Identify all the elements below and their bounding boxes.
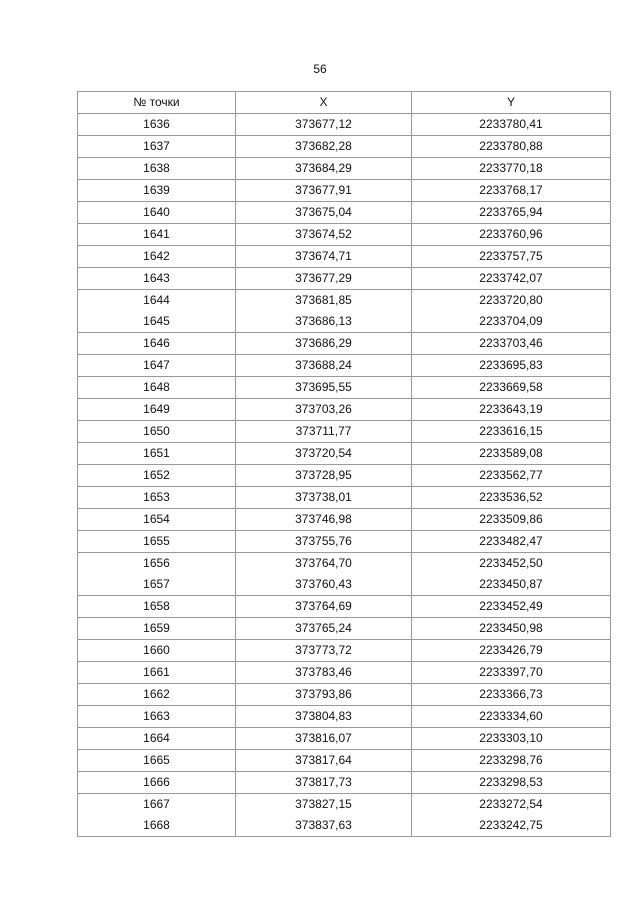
- cell-y: 2233780,88: [412, 136, 611, 158]
- cell-y: 2233482,47: [412, 531, 611, 553]
- cell-point-number: 1647: [78, 355, 236, 377]
- cell-point-number: 1662: [78, 684, 236, 706]
- table-row: [78, 421, 611, 443]
- cell-x: 373674,52: [236, 224, 412, 246]
- cell-point-number: 1667: [78, 794, 236, 816]
- table-row: [78, 399, 611, 421]
- coordinates-table: [77, 91, 611, 837]
- cell-x: 373728,95: [236, 465, 412, 487]
- cell-point-number: 1663: [78, 706, 236, 728]
- cell-x: 373674,71: [236, 246, 412, 268]
- cell-y: 2233760,96: [412, 224, 611, 246]
- cell-x: 373711,77: [236, 421, 412, 443]
- cell-point-number: 1636: [78, 114, 236, 136]
- cell-x: 373760,43: [236, 574, 412, 596]
- cell-point-number: 1654: [78, 509, 236, 531]
- cell-y: 2233450,98: [412, 618, 611, 640]
- cell-point-number: 1661: [78, 662, 236, 684]
- table-header-row: [78, 92, 611, 114]
- cell-x: 373684,29: [236, 158, 412, 180]
- cell-x: 373804,83: [236, 706, 412, 728]
- cell-x: 373677,12: [236, 114, 412, 136]
- cell-y: 2233742,07: [412, 268, 611, 290]
- cell-x: 373817,64: [236, 750, 412, 772]
- cell-y: 2233509,86: [412, 509, 611, 531]
- table-row: [78, 596, 611, 618]
- cell-x: 373827,15: [236, 794, 412, 816]
- cell-y: 2233757,75: [412, 246, 611, 268]
- table-row: [78, 553, 611, 575]
- cell-point-number: 1664: [78, 728, 236, 750]
- cell-point-number: 1659: [78, 618, 236, 640]
- cell-x: 373764,70: [236, 553, 412, 575]
- cell-y: 2233562,77: [412, 465, 611, 487]
- cell-point-number: 1642: [78, 246, 236, 268]
- table-row: [78, 180, 611, 202]
- cell-x: 373695,55: [236, 377, 412, 399]
- table-row: [78, 202, 611, 224]
- cell-point-number: 1658: [78, 596, 236, 618]
- header-x: X: [236, 92, 412, 114]
- cell-x: 373764,69: [236, 596, 412, 618]
- table-row: [78, 333, 611, 355]
- cell-y: 2233643,19: [412, 399, 611, 421]
- cell-point-number: 1652: [78, 465, 236, 487]
- cell-y: 2233695,83: [412, 355, 611, 377]
- cell-x: 373681,85: [236, 290, 412, 312]
- table-row: [78, 311, 611, 333]
- cell-point-number: 1639: [78, 180, 236, 202]
- cell-y: 2233780,41: [412, 114, 611, 136]
- cell-x: 373675,04: [236, 202, 412, 224]
- table-row: [78, 794, 611, 816]
- cell-x: 373686,13: [236, 311, 412, 333]
- cell-y: 2233452,50: [412, 553, 611, 575]
- cell-x: 373682,28: [236, 136, 412, 158]
- table-row: [78, 531, 611, 553]
- cell-point-number: 1641: [78, 224, 236, 246]
- cell-x: 373783,46: [236, 662, 412, 684]
- cell-point-number: 1644: [78, 290, 236, 312]
- cell-y: 2233770,18: [412, 158, 611, 180]
- table-row: [78, 465, 611, 487]
- cell-x: 373720,54: [236, 443, 412, 465]
- cell-point-number: 1657: [78, 574, 236, 596]
- table-row: [78, 728, 611, 750]
- cell-y: 2233616,15: [412, 421, 611, 443]
- table-row: [78, 158, 611, 180]
- cell-y: 2233452,49: [412, 596, 611, 618]
- cell-point-number: 1649: [78, 399, 236, 421]
- cell-point-number: 1656: [78, 553, 236, 575]
- cell-y: 2233272,54: [412, 794, 611, 816]
- table-row: [78, 246, 611, 268]
- table-row: [78, 443, 611, 465]
- cell-y: 2233397,70: [412, 662, 611, 684]
- header-point-number: № точки: [78, 92, 236, 114]
- cell-y: 2233536,52: [412, 487, 611, 509]
- cell-y: 2233298,76: [412, 750, 611, 772]
- page-number: 56: [313, 62, 327, 76]
- table-row: [78, 750, 611, 772]
- cell-x: 373773,72: [236, 640, 412, 662]
- cell-point-number: 1650: [78, 421, 236, 443]
- table-row: [78, 706, 611, 728]
- cell-y: 2233703,46: [412, 333, 611, 355]
- cell-point-number: 1638: [78, 158, 236, 180]
- table-row: [78, 574, 611, 596]
- cell-y: 2233450,87: [412, 574, 611, 596]
- table-row: [78, 377, 611, 399]
- cell-y: 2233768,17: [412, 180, 611, 202]
- table-row: [78, 662, 611, 684]
- cell-x: 373677,91: [236, 180, 412, 202]
- cell-point-number: 1665: [78, 750, 236, 772]
- cell-x: 373677,29: [236, 268, 412, 290]
- cell-x: 373688,24: [236, 355, 412, 377]
- cell-y: 2233704,09: [412, 311, 611, 333]
- cell-point-number: 1643: [78, 268, 236, 290]
- cell-point-number: 1645: [78, 311, 236, 333]
- cell-x: 373746,98: [236, 509, 412, 531]
- cell-point-number: 1648: [78, 377, 236, 399]
- cell-y: 2233334,60: [412, 706, 611, 728]
- table-row: [78, 815, 611, 837]
- table-row: [78, 684, 611, 706]
- table-row: [78, 509, 611, 531]
- cell-x: 373703,26: [236, 399, 412, 421]
- cell-point-number: 1651: [78, 443, 236, 465]
- cell-point-number: 1666: [78, 772, 236, 794]
- cell-x: 373837,63: [236, 815, 412, 837]
- cell-y: 2233765,94: [412, 202, 611, 224]
- cell-point-number: 1640: [78, 202, 236, 224]
- table-row: [78, 640, 611, 662]
- table-row: [78, 114, 611, 136]
- cell-x: 373816,07: [236, 728, 412, 750]
- cell-y: 2233426,79: [412, 640, 611, 662]
- cell-point-number: 1653: [78, 487, 236, 509]
- cell-x: 373686,29: [236, 333, 412, 355]
- cell-point-number: 1668: [78, 815, 236, 837]
- table-row: [78, 487, 611, 509]
- header-y: Y: [412, 92, 611, 114]
- cell-y: 2233720,80: [412, 290, 611, 312]
- cell-x: 373755,76: [236, 531, 412, 553]
- table-row: [78, 618, 611, 640]
- table-row: [78, 224, 611, 246]
- cell-point-number: 1660: [78, 640, 236, 662]
- table-row: [78, 772, 611, 794]
- cell-point-number: 1646: [78, 333, 236, 355]
- cell-y: 2233242,75: [412, 815, 611, 837]
- cell-y: 2233669,58: [412, 377, 611, 399]
- table-row: [78, 355, 611, 377]
- cell-x: 373817,73: [236, 772, 412, 794]
- cell-y: 2233303,10: [412, 728, 611, 750]
- table-row: [78, 268, 611, 290]
- cell-x: 373793,86: [236, 684, 412, 706]
- cell-y: 2233298,53: [412, 772, 611, 794]
- cell-x: 373765,24: [236, 618, 412, 640]
- cell-point-number: 1655: [78, 531, 236, 553]
- cell-y: 2233589,08: [412, 443, 611, 465]
- table-row: [78, 136, 611, 158]
- table-row: [78, 290, 611, 312]
- table-body: [78, 114, 611, 837]
- cell-point-number: 1637: [78, 136, 236, 158]
- cell-x: 373738,01: [236, 487, 412, 509]
- cell-y: 2233366,73: [412, 684, 611, 706]
